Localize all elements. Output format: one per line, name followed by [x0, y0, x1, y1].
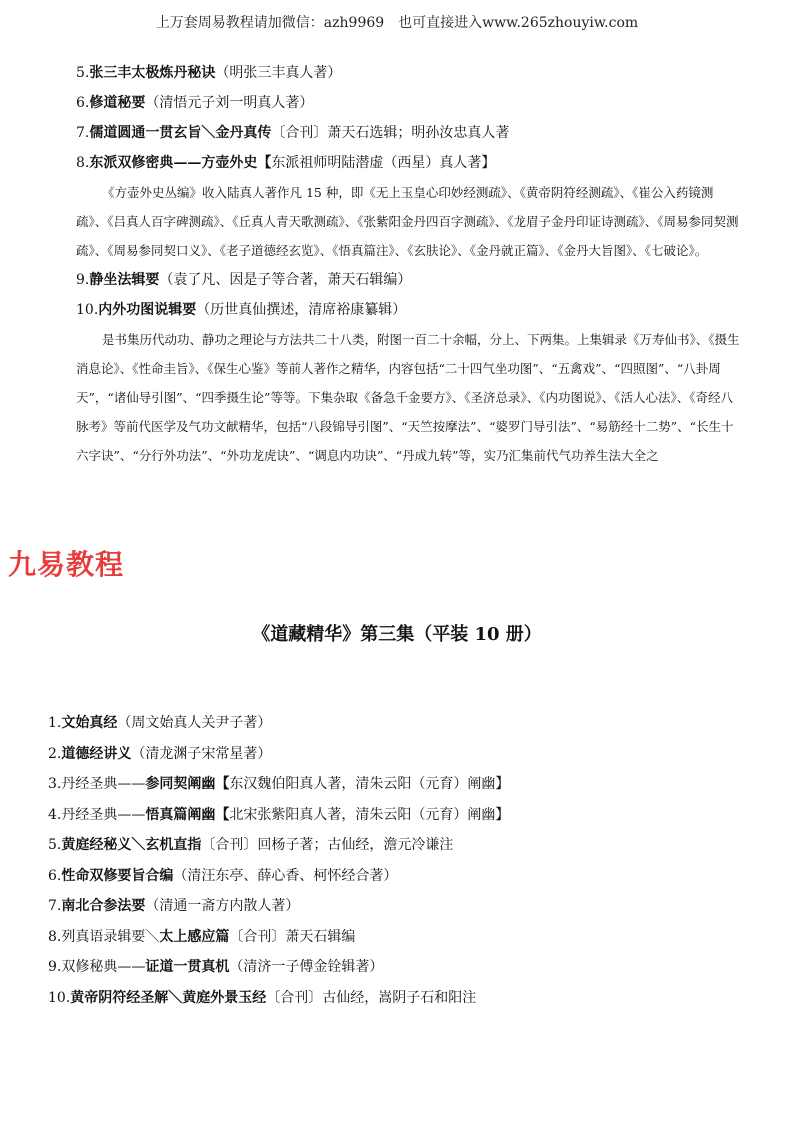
item-author: （清悟元子刘一明真人著）: [145, 95, 314, 111]
watermark-logo: 九易教程: [8, 548, 125, 581]
item-number: 9.: [48, 959, 62, 975]
list-item: [48, 769, 748, 800]
item-author: （清通一斋方内散人著）: [145, 898, 300, 914]
item-title: 张三丰太极炼丹秘诀: [89, 65, 216, 81]
item-author: （周文始真人关尹子著）: [117, 715, 272, 731]
item-author: （袁了凡、因是子等合著，萧天石辑编）: [159, 272, 412, 288]
item-title: 参同契阐幽【: [145, 776, 230, 792]
list-item: [48, 952, 748, 983]
item-title: 儒道圆通一贯玄旨＼金丹真传: [89, 125, 272, 141]
list-item: [48, 708, 748, 739]
item-number: 4.: [48, 806, 62, 823]
item-title: 太上感应篇: [159, 928, 230, 945]
item-author: （清济一子傅金铨辑著）: [229, 959, 384, 975]
list-item: [48, 861, 748, 892]
description-paragraph: 《方壶外史丛编》收入陆真人著作凡 15 种，即《无上玉皇心印妙经测疏》、《黄帝阴符经测疏》、《崔公入药镜测疏》、《吕真人百字碑测疏》、《丘真人青天歌测疏》、《张紫阳金丹四百字测疏》、《龙眉子金丹印证诗测疏》、《周易参同契测疏》、《周易参同契口义》、《老子道德经玄览》、《悟真篇注》、《玄肤论》、《金丹就正篇》、《金丹大旨图》、《七破论》。: [76, 185, 739, 258]
item-number: 7.: [76, 125, 90, 141]
item-title: 东派双修密典——方壶外史【: [89, 155, 272, 171]
item-number: 10.: [76, 302, 99, 318]
item-prefix: 列真语录辑要＼: [61, 928, 160, 945]
item-title: 内外功图说辑要: [98, 302, 197, 318]
item-number: 9.: [76, 272, 90, 288]
page-header: 上万套周易教程请加微信：azh9969 也可直接进入www.265zhouyiw.com: [155, 15, 639, 31]
list-item: [76, 148, 746, 178]
item-number: 7.: [48, 898, 62, 914]
list-item: [76, 118, 746, 148]
list-item: [76, 295, 746, 325]
list-item: [48, 739, 748, 770]
item-title: 性命双修要旨合编: [61, 867, 174, 884]
item-author: （历世真仙撰述，清席裕康纂辑）: [196, 302, 407, 318]
item-number: 6.: [76, 95, 90, 111]
section-volume-two-list: [76, 58, 746, 470]
item-prefix: 丹经圣典——: [61, 776, 146, 792]
item-prefix: 丹经圣典——: [61, 806, 146, 823]
item-title: 修道秘要: [89, 95, 146, 111]
list-item: [76, 265, 746, 295]
item-number: 5.: [76, 65, 90, 81]
list-item: [48, 830, 748, 861]
item-prefix: 双修秘典——: [61, 959, 146, 975]
section-volume-three-list: [48, 708, 748, 1013]
item-title: 黄庭经秘义＼玄机直指: [61, 837, 202, 853]
list-item: [76, 58, 746, 88]
item-author: 〔合刊〕萧天石辑编: [229, 928, 356, 945]
list-item: [48, 983, 748, 1014]
description-paragraph: 是书集历代动功、静功之理论与方法共二十八类，附图一百二十余幅，分上、下两集。上集辑录《万寿仙书》、《摄生消息论》、《性命圭旨》、《保生心鉴》等前人著作之精华，内容包括“二十四气坐功图”、“五禽戏”、“四照图”、“八卦周天”，“诸仙导引图”、“四季摄生论”等等。下集杂取《备急千金要方》、《圣济总录》、《内功图说》、《活人心法》、《奇经八脉考》等前代医学及气功文献精华，包括“八段锦导引图”、“天竺按摩法”、“婆罗门导引法”、“易筋经十二势”、“长生十六字诀”、“分行外功法”、“外功龙虎诀”、“调息内功诀”、“丹成九转”等，实乃汇集前代气功养生法大全之: [76, 332, 740, 463]
item-number: 6.: [48, 867, 62, 884]
item-author: （明张三丰真人著）: [215, 65, 342, 81]
item-author: 东汉魏伯阳真人著，清朱云阳（元育）阐幽】: [229, 776, 510, 792]
item-author: （清汪东亭、薛心香、柯怀经合著）: [173, 867, 398, 884]
item-author: 北宋张紫阳真人著，清朱云阳（元育）阐幽】: [229, 806, 510, 823]
section-title: 《道藏精华》第三集（平装 10 册）: [252, 624, 542, 645]
item-author: 〔合刊〕古仙经，嵩阴子石和阳注: [266, 989, 477, 1006]
item-number: 5.: [48, 837, 62, 853]
item-number: 1.: [48, 715, 62, 731]
item-title: 黄帝阴符经圣解＼黄庭外景玉经: [70, 989, 267, 1006]
item-author: 〔合刊〕萧天石选辑；明孙汝忠真人著: [271, 125, 510, 141]
item-title: 证道一贯真机: [145, 959, 230, 975]
item-author: 东派祖师明陆潜虚（西星）真人著】: [271, 155, 496, 171]
item-author: 〔合刊〕回杨子著；古仙经，澹元冷谦注: [201, 837, 454, 853]
list-item: [48, 800, 748, 831]
item-title: 悟真篇阐幽【: [145, 806, 230, 823]
list-item: [48, 891, 748, 922]
item-author: （清龙渊子宋常星著）: [131, 745, 272, 762]
item-title: 南北合参法要: [61, 898, 146, 914]
item-number: 2.: [48, 745, 62, 762]
list-item: [48, 922, 748, 953]
item-title: 文始真经: [61, 715, 118, 731]
item-number: 8.: [48, 928, 62, 945]
item-number: 3.: [48, 776, 62, 792]
list-item: [76, 88, 746, 118]
item-number: 10.: [48, 989, 71, 1006]
item-title: 道德经讲义: [61, 745, 132, 762]
item-number: 8.: [76, 155, 90, 171]
item-title: 静坐法辑要: [89, 272, 160, 288]
